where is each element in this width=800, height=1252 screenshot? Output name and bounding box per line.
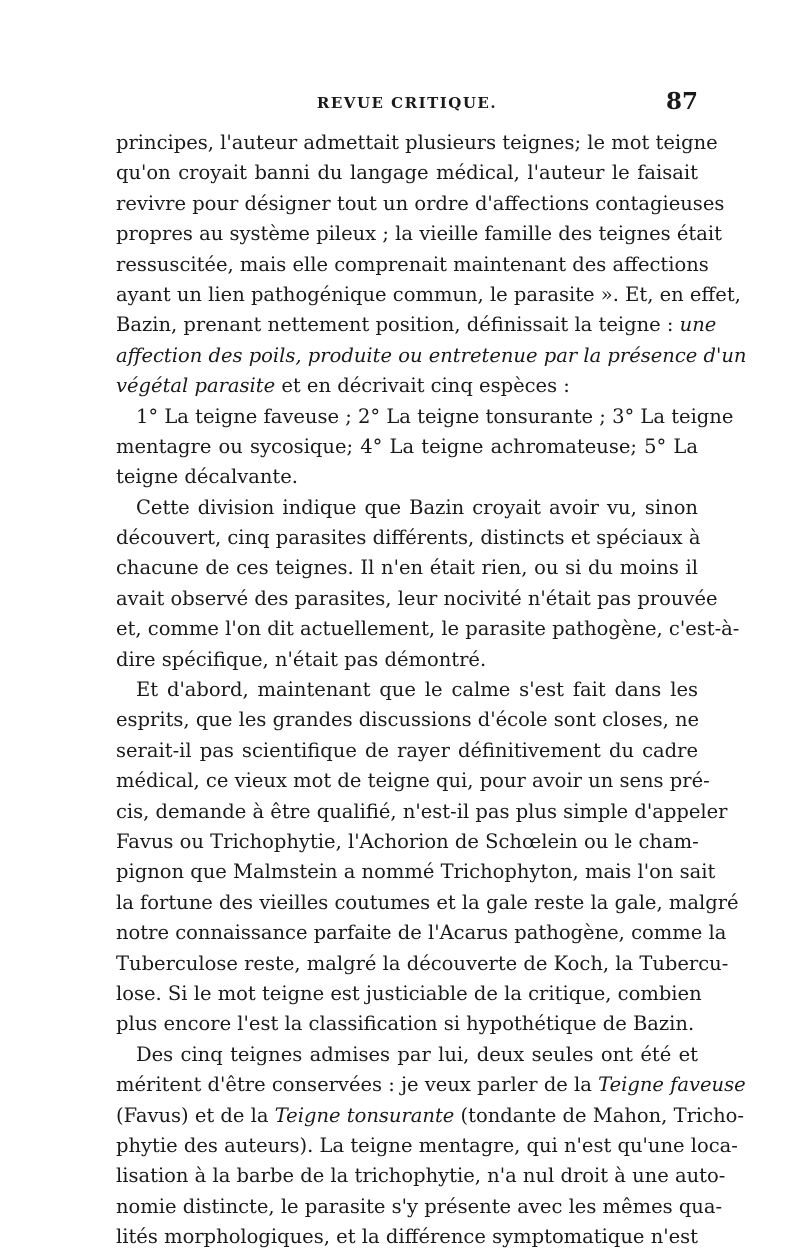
text-line: serait-il pas scientifique de rayer définitivement du cadre	[116, 738, 698, 762]
italic-run: végétal parasite	[116, 374, 276, 398]
text-line: et, comme l'on dit actuellement, le parasite pathogène, c'est-à-	[116, 617, 740, 641]
text-run: Bazin, prenant nettement position, définissait la teigne :	[116, 313, 680, 337]
text-line: médical, ce vieux mot de teigne qui, pour avoir un sens pré-	[116, 769, 710, 793]
text-line: esprits, que les grandes discussions d'école sont closes, ne	[116, 708, 700, 732]
text-line: plus encore l'est la classification si hypothétique de Bazin.	[116, 1012, 695, 1036]
italic-run: affection des poils, produite ou entretenue par la présence d'un	[116, 343, 747, 367]
text-line: ayant un lien pathogénique commun, le parasite ». Et, en effet,	[116, 282, 741, 306]
text-line: lisation à la barbe de la trichophytie, n'a nul droit à une auto-	[116, 1164, 726, 1188]
text-line: notre connaissance parfaite de l'Acarus pathogène, comme la	[116, 921, 727, 945]
text-run: (tondante de Mahon, Tricho-	[454, 1103, 744, 1127]
text-run: méritent d'être conservées : je veux parler de la	[116, 1073, 599, 1097]
text-line: 1° La teigne faveuse ; 2° La teigne tonsurante ; 3° La teigne	[136, 404, 734, 428]
text-line: découvert, cinq parasites différents, distincts et spéciaux à	[116, 526, 701, 550]
text-line: qu'on croyait banni du langage médical, l'auteur le faisait	[116, 161, 698, 185]
body-text	[116, 128, 747, 1252]
text-line: dire spécifique, n'était pas démontré.	[116, 647, 487, 671]
text-line: Cette division indique que Bazin croyait avoir vu, sinon	[136, 495, 698, 519]
text-line: ressuscitée, mais elle comprenait maintenant des affections	[116, 252, 709, 276]
page-number: 87	[665, 88, 698, 115]
text-line: Favus ou Trichophytie, l'Achorion de Schœlein ou le cham-	[116, 829, 699, 853]
text-line	[116, 310, 717, 340]
text-line: nomie distincte, le parasite s'y présente avec les mêmes qua-	[116, 1194, 723, 1218]
text-line: lose. Si le mot teigne est justiciable de la critique, combien	[116, 981, 702, 1005]
italic-run: Teigne faveuse	[598, 1073, 746, 1097]
italic-run: Teigne tonsurante	[274, 1103, 455, 1127]
page-header	[116, 88, 698, 120]
text-line: lités morphologiques, et la différence symptomatique n'est	[116, 1225, 698, 1249]
text-line: Tuberculose reste, malgré la découverte de Koch, la Tubercu-	[116, 951, 729, 975]
text-line	[116, 371, 698, 401]
text-line: principes, l'auteur admettait plusieurs teignes; le mot teigne	[116, 131, 718, 154]
text-line: propres au système pileux ; la vieille famille des teignes était	[116, 222, 722, 246]
text-line: la fortune des vieilles coutumes et la gale reste la gale, malgré	[116, 890, 739, 914]
text-line: phytie des auteurs). La teigne mentagre, qui n'est qu'une loca-	[116, 1133, 738, 1157]
italic-run: une	[679, 313, 717, 337]
text-line: pignon que Malmstein a nommé Trichophyton, mais l'on sait	[116, 860, 716, 884]
text-line: Et d'abord, maintenant que le calme s'est fait dans les	[136, 678, 698, 702]
text-line	[116, 341, 747, 371]
running-head: REVUE CRITIQUE.	[316, 94, 498, 112]
text-line: Des cinq teignes admises par lui, deux seules ont été et	[136, 1042, 698, 1066]
text-line: chacune de ces teignes. Il n'en était rien, ou si du moins il	[116, 556, 698, 580]
text-line	[116, 1070, 746, 1100]
text-line: cis, demande à être qualifié, n'est-il pas plus simple d'appeler	[116, 799, 728, 823]
text-line: teigne décalvante.	[116, 465, 298, 489]
text-line: revivre pour désigner tout un ordre d'affections contagieuses	[116, 191, 725, 215]
text-line	[116, 1101, 744, 1131]
text-run: et en décrivait cinq espèces :	[275, 374, 570, 398]
text-run: (Favus) et de la	[116, 1103, 275, 1127]
text-line: mentagre ou sycosique; 4° La teigne achromateuse; 5° La	[116, 434, 698, 458]
text-line: avait observé des parasites, leur nocivité n'était pas prouvée	[116, 586, 718, 610]
